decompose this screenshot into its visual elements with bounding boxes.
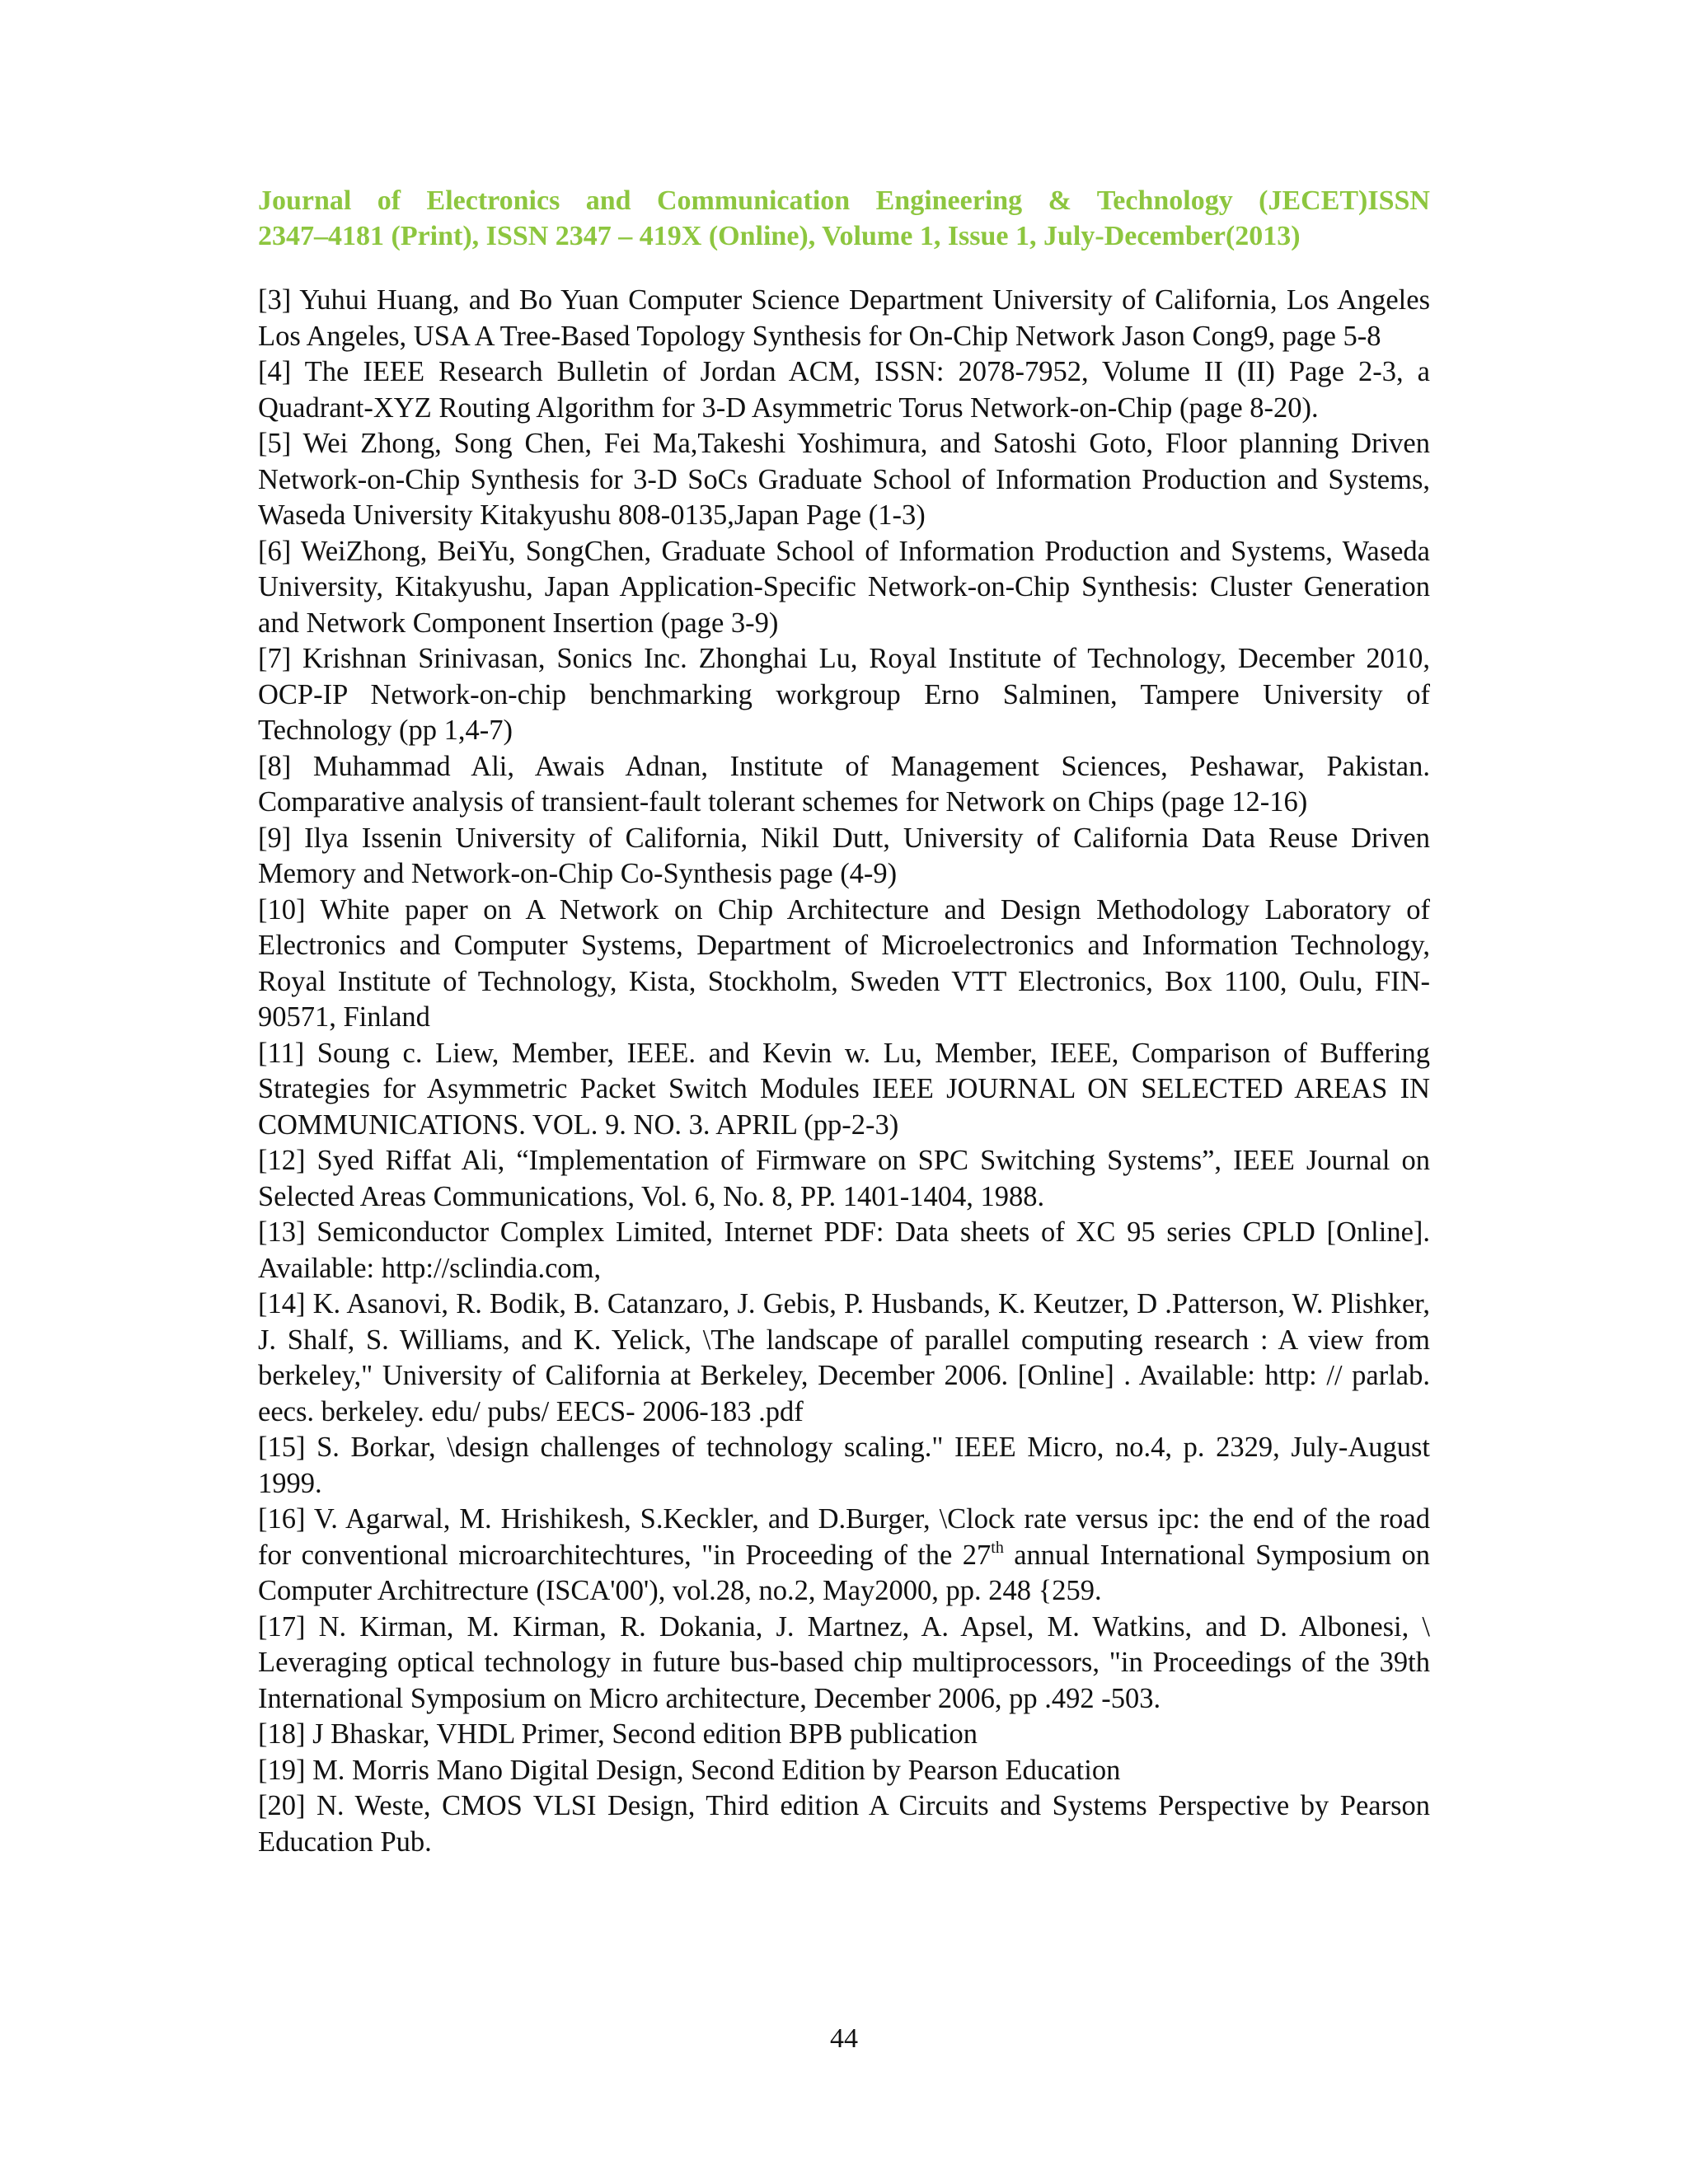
reference-7: [7] Krishnan Srinivasan, Sonics Inc. Zhonghai Lu, Royal Institute of Technology, December 2010, OCP-IP Network-on-chip benchmarking workgroup Erno Salminen, Tampere University of Technology (pp 1,4-7) bbox=[258, 643, 1430, 746]
reference-19: [19] M. Morris Mano Digital Design, Second Edition by Pearson Education bbox=[258, 1754, 1121, 1786]
reference-16-superscript: th bbox=[991, 1538, 1004, 1557]
journal-header-line-1: Journal of Electronics and Communication Engineering & Technology (JECET)ISSN bbox=[258, 185, 1430, 216]
reference-list bbox=[258, 283, 1430, 1860]
journal-header bbox=[258, 183, 1430, 254]
page-number: 44 bbox=[830, 2023, 858, 2054]
reference-16-text-after: annual International Symposium on Computer Architrecture (ISCA'00'), vol.28, no.2, May2000, pp. 248 {259. bbox=[258, 1539, 1430, 1606]
reference-4: [4] The IEEE Research Bulletin of Jordan ACM, ISSN: 2078-7952, Volume II (II) Page 2-3, a Quadrant-XYZ Routing Algorithm for 3-D Asymmetric Torus Network-on-Chip (page 8-20). bbox=[258, 356, 1430, 424]
reference-20: [20] N. Weste, CMOS VLSI Design, Third edition A Circuits and Systems Perspective by Pearson Education Pub. bbox=[258, 1790, 1430, 1858]
reference-9: [9] Ilya Issenin University of California, Nikil Dutt, University of California Data Reuse Driven Memory and Network-on-Chip Co-Synthesis page (4-9) bbox=[258, 822, 1430, 889]
reference-5: [5] Wei Zhong, Song Chen, Fei Ma,Takeshi Yoshimura, and Satoshi Goto, Floor planning Driven Network-on-Chip Synthesis for 3-D SoCs Graduate School of Information Production and Systems, Waseda University Kitakyushu 808-0135,Japan Page (1-3) bbox=[258, 428, 1430, 531]
reference-6: [6] WeiZhong, BeiYu, SongChen, Graduate School of Information Production and Systems, Waseda University, Kitakyushu, Japan Application-Specific Network-on-Chip Synthesis: Cluster Generation and Network Component Insertion (page 3-9) bbox=[258, 535, 1430, 639]
reference-17: [17] N. Kirman, M. Kirman, R. Dokania, J. Martnez, A. Apsel, M. Watkins, and D. Albonesi, \ Leveraging optical technology in future bus-based chip multiprocessors, "in Proceedings of the 39th International Symposium on Micro architecture, December 2006, pp .492 -503. bbox=[258, 1610, 1430, 1714]
reference-10: [10] White paper on A Network on Chip Architecture and Design Methodology Laboratory of Electronics and Computer Systems, Department of Microelectronics and Information Technology, Royal Institute of Technology, Kista, Stockholm, Sweden VTT Electronics, Box 1100, Oulu, FIN-90571, Finland bbox=[258, 893, 1430, 1033]
reference-16 bbox=[258, 1502, 1430, 1610]
reference-15: [15] S. Borkar, \design challenges of technology scaling." IEEE Micro, no.4, p. 2329, July-August 1999. bbox=[258, 1432, 1430, 1499]
reference-16-text-before: [16] V. Agarwal, M. Hrishikesh, S.Keckler, and D.Burger, \Clock rate versus ipc: the end of the road for conventional microarchitechtures, "in Proceeding of the 27 bbox=[258, 1503, 1430, 1571]
reference-13: [13] Semiconductor Complex Limited, Internet PDF: Data sheets of XC 95 series CPLD [Online]. Available: http://sclindia.com, bbox=[258, 1216, 1430, 1284]
reference-11: [11] Soung c. Liew, Member, IEEE. and Kevin w. Lu, Member, IEEE, Comparison of Buffering Strategies for Asymmetric Packet Switch Modules IEEE JOURNAL ON SELECTED AREAS IN COMMUNICATIONS. VOL. 9. NO. 3. APRIL (pp-2-3) bbox=[258, 1037, 1430, 1141]
reference-8: [8] Muhammad Ali, Awais Adnan, Institute of Management Sciences, Peshawar, Pakistan. Comparative analysis of transient-fault tolerant schemes for Network on Chips (page 12-16) bbox=[258, 750, 1430, 818]
reference-14: [14] K. Asanovi, R. Bodik, B. Catanzaro, J. Gebis, P. Husbands, K. Keutzer, D .Patterson, W. Plishker, J. Shalf, S. Williams, and K. Yelick, \The landscape of parallel computing research : A view from berkeley," University of California at Berkeley, December 2006. [Online] . Available: http: // parlab. eecs. berkeley. edu/ pubs/ EECS- 2006-183 .pdf bbox=[258, 1288, 1430, 1427]
journal-header-line-2: 2347–4181 (Print), ISSN 2347 – 419X (Online), Volume 1, Issue 1, July-December(2013) bbox=[258, 221, 1301, 251]
reference-3: [3] Yuhui Huang, and Bo Yuan Computer Science Department University of California, Los Angeles Los Angeles, USA A Tree-Based Topology Synthesis for On-Chip Network Jason Cong9, page 5-8 bbox=[258, 284, 1430, 352]
reference-12: [12] Syed Riffat Ali, “Implementation of Firmware on SPC Switching Systems”, IEEE Journal on Selected Areas Communications, Vol. 6, No. 8, PP. 1401-1404, 1988. bbox=[258, 1145, 1430, 1212]
reference-18: [18] J Bhaskar, VHDL Primer, Second edition BPB publication bbox=[258, 1718, 978, 1750]
